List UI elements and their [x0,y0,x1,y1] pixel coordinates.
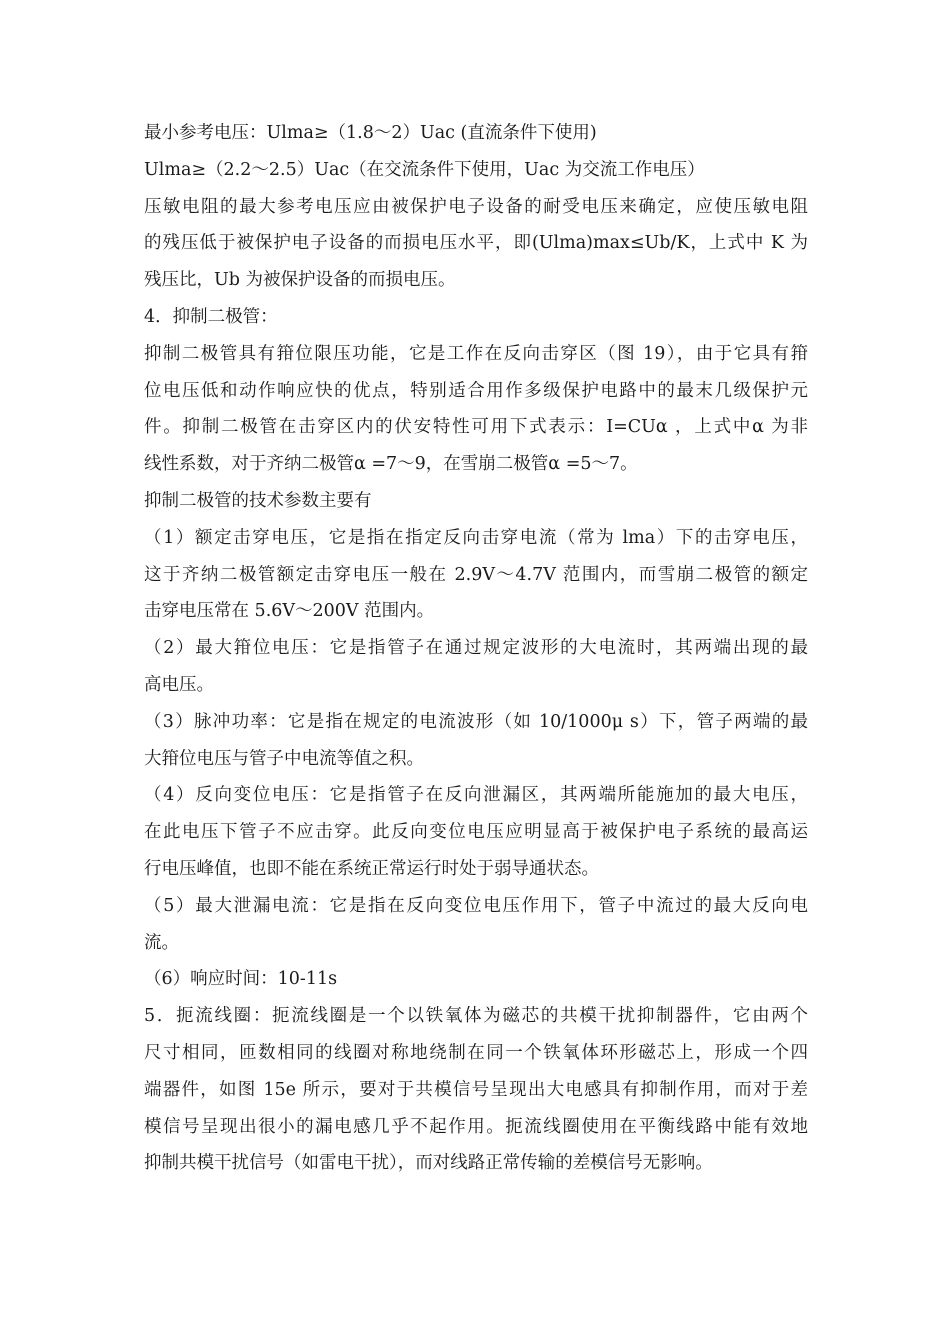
text-line-3: 压敏电阻的最大参考电压应由被保护电子设备的耐受电压来确定，应使压敏电阻 [144,196,808,217]
text-line-12: （1）额定击穿电压，它是指在指定反向击穿电流（常为 lma）下的击穿电压， [144,527,808,548]
text-line-22: （5）最大泄漏电流：它是指在反向变位电压作用下，管子中流过的最大反向电 [144,895,808,916]
text-line-26: 尺寸相同，匝数相同的线圈对称地绕制在同一个铁氧体环形磁芯上，形成一个四 [144,1042,808,1063]
text-line-24: （6）响应时间：10-11s [144,969,338,990]
text-line-18: 大箝位电压与管子中电流等值之积。 [144,748,424,769]
text-line-20: 在此电压下管子不应击穿。此反向变位电压应明显高于被保护电子系统的最高运 [144,822,808,843]
text-line-1: 最小参考电压：Ulma≥（1.8～2）Uac (直流条件下使用) [144,123,597,143]
text-line-4: 的残压低于被保护电子设备的而损电压水平，即(Ulma)max≤Ub/K，上式中 K 为 [144,233,808,254]
text-line-29: 抑制共模干扰信号（如雷电干扰），而对线路正常传输的差模信号无影响。 [144,1153,713,1174]
text-line-13: 这于齐纳二极管额定击穿电压一般在 2.9V～4.7V 范围内，而雪崩二极管的额定 [144,564,808,585]
text-line-15: （2）最大箝位电压：它是指管子在通过规定波形的大电流时，其两端出现的最 [144,638,808,659]
document-body [144,115,808,1182]
text-line-2: Ulma≥（2.2～2.5）Uac（在交流条件下使用，Uac 为交流工作电压） [144,159,705,180]
text-line-9: 件。抑制二极管在击穿区内的伏安特性可用下式表示：I=CUα ，上式中α 为非 [144,417,808,438]
text-line-8: 位电压低和动作响应快的优点，特别适合用作多级保护电路中的最末几级保护元 [144,380,808,401]
text-line-14: 击穿电压常在 5.6V～200V 范围内。 [144,601,435,622]
text-line-5: 残压比，Ub 为被保护设备的而损电压。 [144,270,456,291]
text-line-17: （3）脉冲功率：它是指在规定的电流波形（如 10/1000μ s）下，管子两端的最 [144,711,808,732]
text-line-23: 流。 [144,932,179,953]
text-line-16: 高电压。 [144,674,214,695]
text-line-27: 端器件，如图 15e 所示，要对于共模信号呈现出大电感具有抑制作用，而对于差 [144,1079,808,1100]
section-heading-suppression-diode: 4．抑制二极管： [144,306,278,327]
text-line-21: 行电压峰值，也即不能在系统正常运行时处于弱导通状态。 [144,858,599,879]
section-heading-choke-coil: 5．扼流线圈：扼流线圈是一个以铁氧体为磁芯的共模干扰抑制器件，它由两个 [144,1006,808,1027]
text-line-10: 线性系数，对于齐纳二极管α =7～9，在雪崩二极管α =5～7。 [144,454,638,475]
text-line-7: 抑制二极管具有箝位限压功能，它是工作在反向击穿区（图 19），由于它具有箝 [144,343,808,364]
text-line-28: 模信号呈现出很小的漏电感几乎不起作用。扼流线圈使用在平衡线路中能有效地 [144,1116,808,1137]
text-line-11: 抑制二极管的技术参数主要有 [144,490,372,511]
text-line-19: （4）反向变位电压：它是指管子在反向泄漏区，其两端所能施加的最大电压， [144,785,808,806]
